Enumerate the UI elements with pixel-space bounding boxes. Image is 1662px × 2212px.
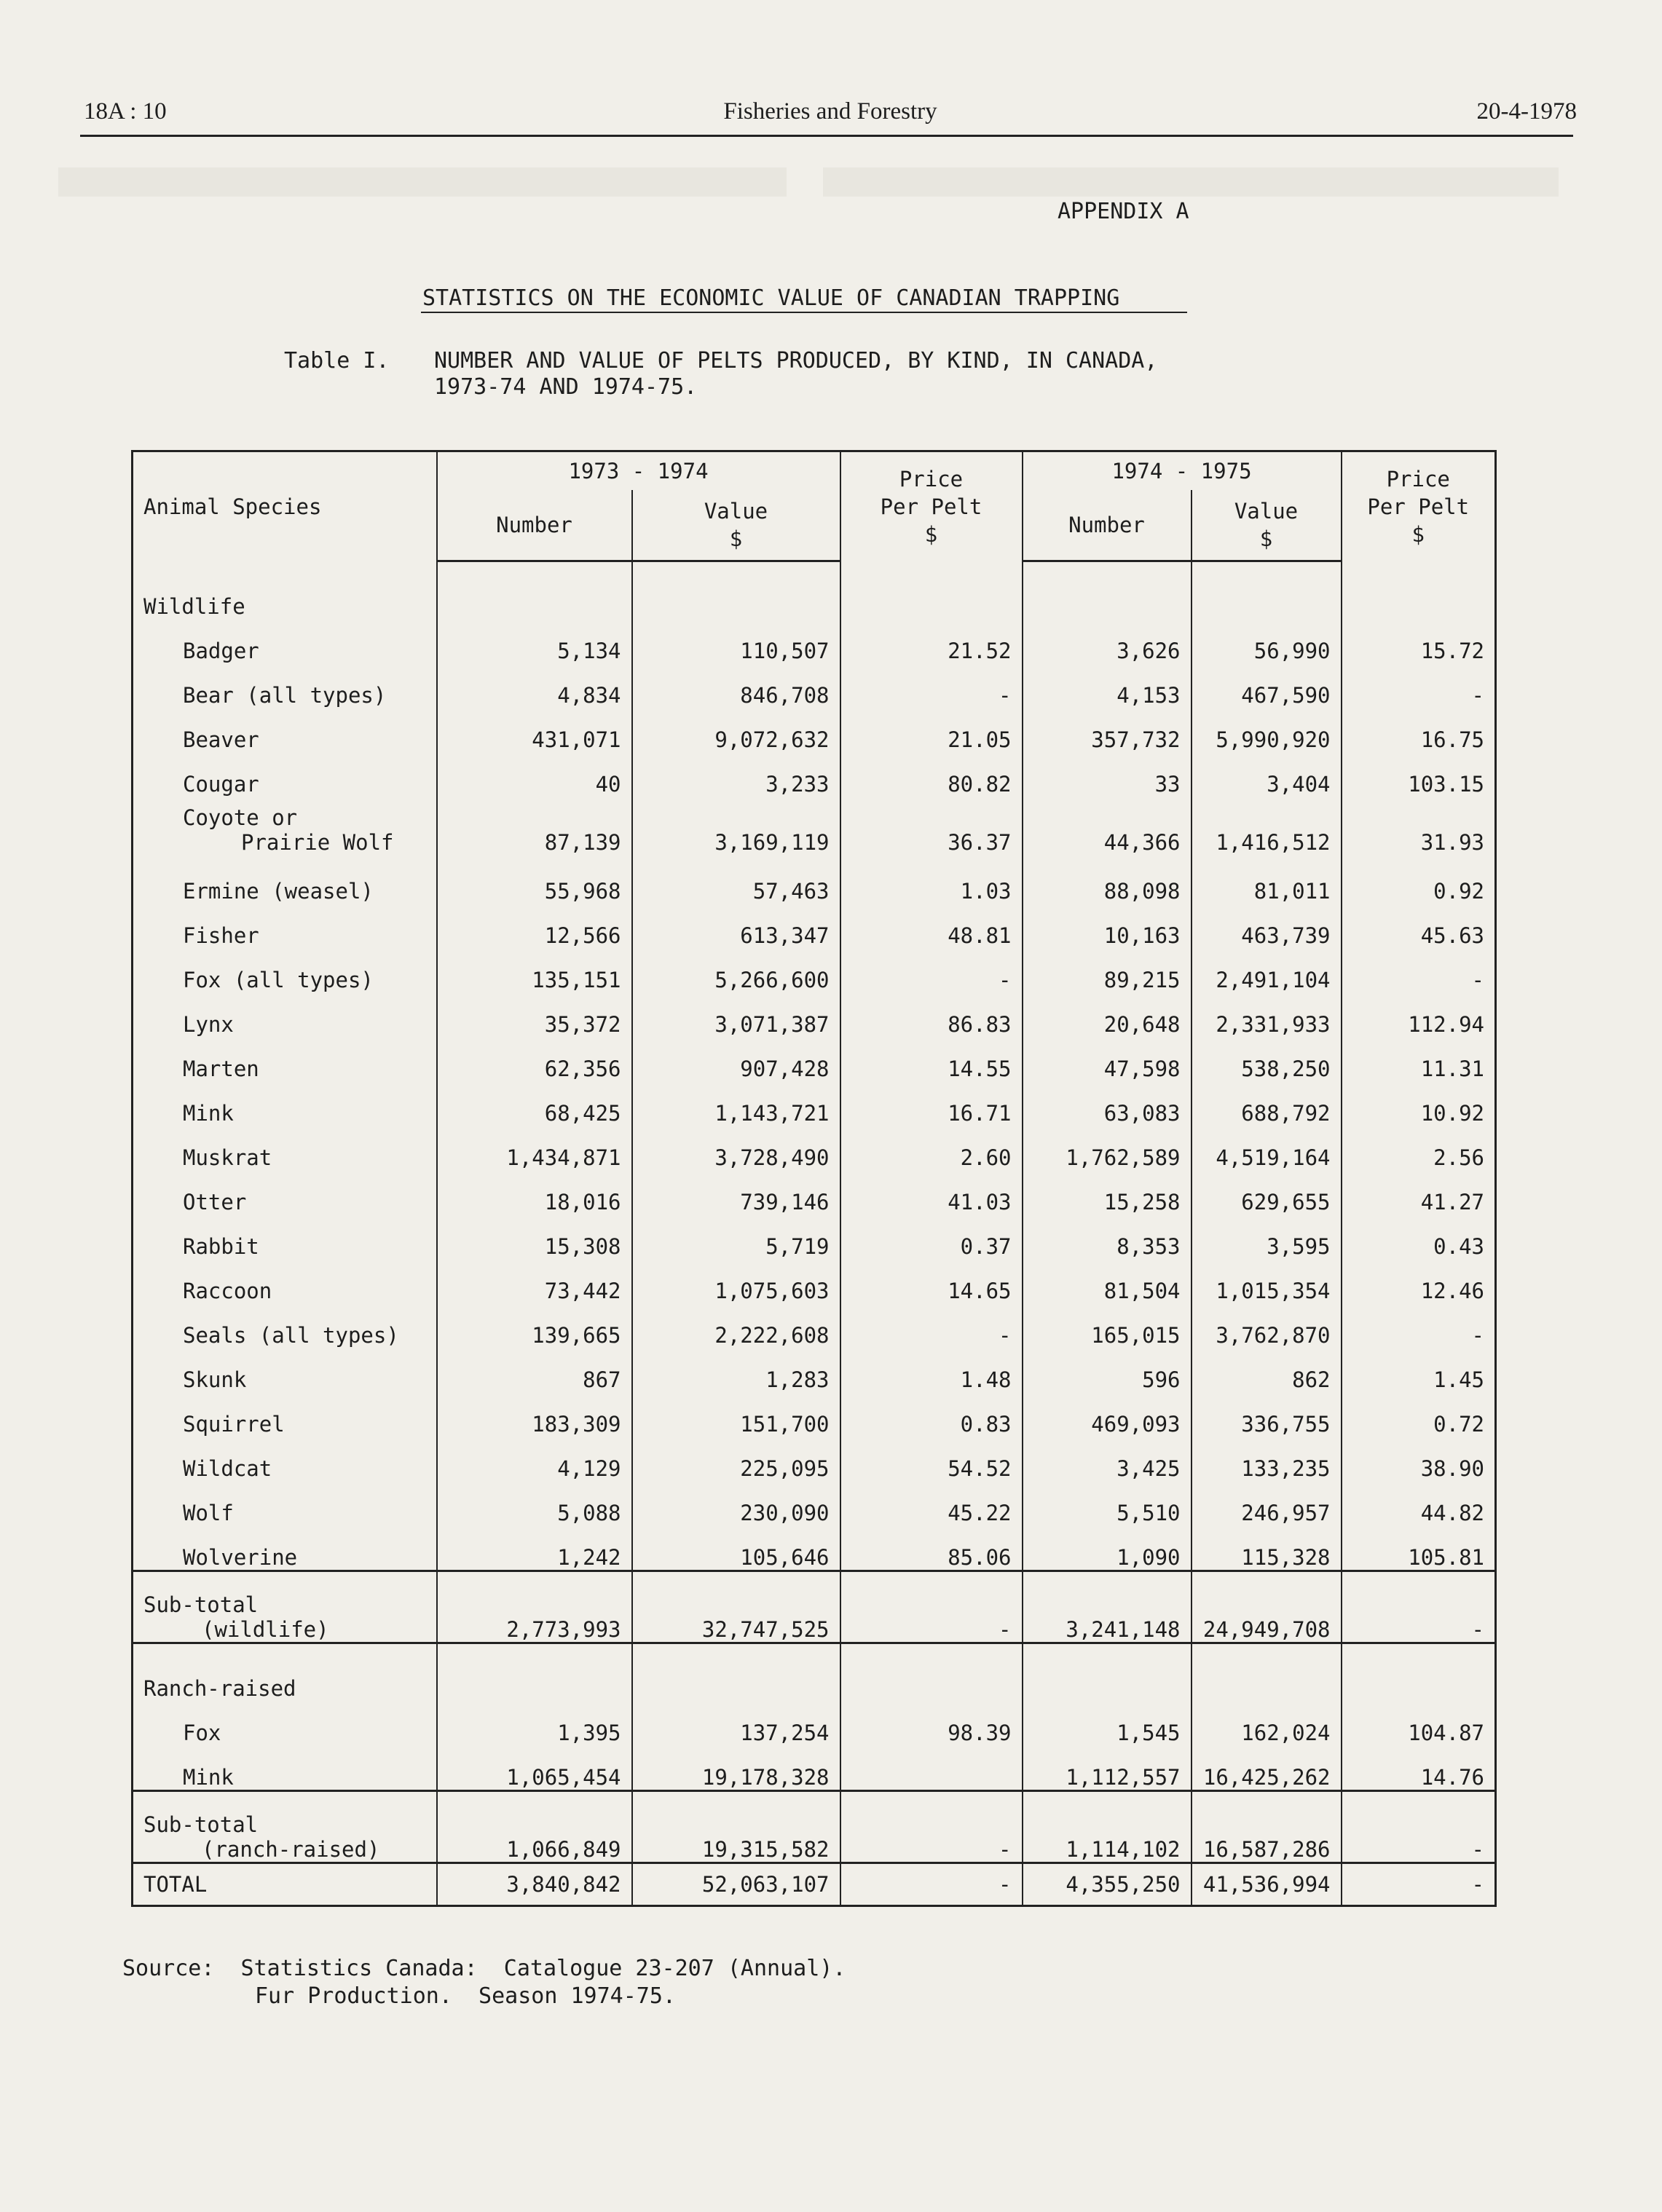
value-cell-v2: 3,595 — [1192, 1214, 1342, 1259]
table-row — [133, 1259, 1496, 1303]
value-cell-n2: 81,504 — [1023, 1259, 1192, 1303]
value-cell-n2: 4,355,250 — [1023, 1863, 1192, 1906]
value-cell-v2: 16,587,286 — [1192, 1791, 1342, 1863]
value-cell-v2: 115,328 — [1192, 1525, 1342, 1571]
table-row — [133, 1348, 1496, 1392]
species-cell: Mink — [133, 1745, 437, 1791]
value-cell-v1: 3,169,119 — [632, 797, 840, 859]
value-cell-p2: - — [1342, 1791, 1496, 1863]
value-cell-p1: 2.60 — [840, 1126, 1023, 1170]
value-cell-v1: 137,254 — [632, 1701, 840, 1745]
value-cell-v1: 110,507 — [632, 619, 840, 663]
table-row — [133, 1037, 1496, 1081]
value-cell-v2: 463,739 — [1192, 904, 1342, 948]
value-cell-p1: 85.06 — [840, 1525, 1023, 1571]
value-cell-v1: 3,071,387 — [632, 992, 840, 1037]
value-cell-v1: 5,719 — [632, 1214, 840, 1259]
value-cell-n2: 165,015 — [1023, 1303, 1192, 1348]
value-cell-n2: 1,112,557 — [1023, 1745, 1192, 1791]
value-cell-v2: 5,990,920 — [1192, 708, 1342, 752]
value-cell-p1: - — [840, 1791, 1023, 1863]
value-cell-n2: 469,093 — [1023, 1392, 1192, 1437]
value-cell-p1: 14.65 — [840, 1259, 1023, 1303]
value-cell-n1: 4,129 — [437, 1437, 632, 1481]
value-cell-n1: 18,016 — [437, 1170, 632, 1214]
value-cell-p2: 44.82 — [1342, 1481, 1496, 1525]
value-cell-p1: - — [840, 1571, 1023, 1643]
publication-title: Fisheries and Forestry — [723, 98, 937, 125]
value-cell-n2: 4,153 — [1023, 663, 1192, 708]
value-cell-p1: 80.82 — [840, 752, 1023, 797]
species-cell: Sub-total (ranch-raised) — [133, 1791, 437, 1863]
value-cell-v1: 2,222,608 — [632, 1303, 840, 1348]
table-row — [133, 1126, 1496, 1170]
value-cell-n1: 135,151 — [437, 948, 632, 992]
table-row — [133, 948, 1496, 992]
value-cell-p1: 86.83 — [840, 992, 1023, 1037]
value-cell-v2: 1,416,512 — [1192, 797, 1342, 859]
value-cell-p2: 45.63 — [1342, 904, 1496, 948]
value-cell-v2: 2,331,933 — [1192, 992, 1342, 1037]
value-cell-v2: 1,015,354 — [1192, 1259, 1342, 1303]
value-cell-v2: 16,425,262 — [1192, 1745, 1342, 1791]
value-cell-v1: 151,700 — [632, 1392, 840, 1437]
value-cell-v1: 32,747,525 — [632, 1571, 840, 1643]
section-label: Wildlife — [133, 561, 437, 620]
value-cell-p2: 15.72 — [1342, 619, 1496, 663]
table-row — [133, 904, 1496, 948]
value-cell-p2: 12.46 — [1342, 1259, 1496, 1303]
species-cell: Coyote or Prairie Wolf — [133, 797, 437, 859]
value-cell-v2: 3,762,870 — [1192, 1303, 1342, 1348]
species-cell: Squirrel — [133, 1392, 437, 1437]
value-cell-p1: 45.22 — [840, 1481, 1023, 1525]
value-cell-p1: - — [840, 1303, 1023, 1348]
value-cell-v1: 57,463 — [632, 859, 840, 904]
value-cell-p1: - — [840, 948, 1023, 992]
value-cell-n1: 87,139 — [437, 797, 632, 859]
running-header — [84, 98, 1577, 135]
appendix-label: APPENDIX A — [1058, 199, 1189, 224]
value-cell-v2: 538,250 — [1192, 1037, 1342, 1081]
value-cell-n1: 1,395 — [437, 1701, 632, 1745]
species-cell: Badger — [133, 619, 437, 663]
value-header-2: Value $ — [1192, 490, 1342, 561]
value-cell-n2: 5,510 — [1023, 1481, 1192, 1525]
value-cell-p2: - — [1342, 663, 1496, 708]
value-cell-p2: 0.92 — [1342, 859, 1496, 904]
value-cell-n2: 1,762,589 — [1023, 1126, 1192, 1170]
table-title-line2: 1973-74 AND 1974-75. — [434, 374, 698, 400]
value-cell-n1: 5,134 — [437, 619, 632, 663]
value-cell-p2: - — [1342, 1571, 1496, 1643]
value-cell-p2: 16.75 — [1342, 708, 1496, 752]
value-cell-n2: 3,241,148 — [1023, 1571, 1192, 1643]
table-body — [133, 561, 1496, 1906]
value-cell-n1: 12,566 — [437, 904, 632, 948]
value-cell-n2: 357,732 — [1023, 708, 1192, 752]
value-cell-p2: 0.72 — [1342, 1392, 1496, 1437]
value-cell-v1: 19,315,582 — [632, 1791, 840, 1863]
value-cell-v1: 613,347 — [632, 904, 840, 948]
value-cell-p2: 11.31 — [1342, 1037, 1496, 1081]
value-cell-p1: 41.03 — [840, 1170, 1023, 1214]
section-row-ranch — [133, 1643, 1496, 1702]
table-row — [133, 708, 1496, 752]
value-cell-n1: 1,434,871 — [437, 1126, 632, 1170]
value-cell-v2: 688,792 — [1192, 1081, 1342, 1126]
table-row — [133, 1745, 1496, 1791]
species-cell: Otter — [133, 1170, 437, 1214]
value-cell-v2: 3,404 — [1192, 752, 1342, 797]
value-cell-n2: 3,425 — [1023, 1437, 1192, 1481]
value-cell-v1: 846,708 — [632, 663, 840, 708]
table-row — [133, 1170, 1496, 1214]
subtotal-row-ranch — [133, 1791, 1496, 1863]
value-cell-n1: 62,356 — [437, 1037, 632, 1081]
value-cell-p2: 41.27 — [1342, 1170, 1496, 1214]
species-cell: Skunk — [133, 1348, 437, 1392]
value-cell-n2: 33 — [1023, 752, 1192, 797]
value-cell-p2: 112.94 — [1342, 992, 1496, 1037]
value-cell-p2: 10.92 — [1342, 1081, 1496, 1126]
value-cell-v1: 5,266,600 — [632, 948, 840, 992]
value-cell-n2: 3,626 — [1023, 619, 1192, 663]
value-cell-v2: 133,235 — [1192, 1437, 1342, 1481]
value-cell-n2: 88,098 — [1023, 859, 1192, 904]
table-row — [133, 663, 1496, 708]
value-cell-v2: 862 — [1192, 1348, 1342, 1392]
value-cell-p1: - — [840, 1863, 1023, 1906]
header-rule — [80, 135, 1573, 137]
species-cell: Wildcat — [133, 1437, 437, 1481]
species-cell: Muskrat — [133, 1126, 437, 1170]
value-cell-v1: 739,146 — [632, 1170, 840, 1214]
value-cell-v1: 105,646 — [632, 1525, 840, 1571]
value-cell-n1: 139,665 — [437, 1303, 632, 1348]
value-cell-p2: 104.87 — [1342, 1701, 1496, 1745]
value-cell-v2: 81,011 — [1192, 859, 1342, 904]
value-cell-n1: 183,309 — [437, 1392, 632, 1437]
value-cell-n2: 44,366 — [1023, 797, 1192, 859]
value-cell-n1: 2,773,993 — [437, 1571, 632, 1643]
value-cell-v2: 467,590 — [1192, 663, 1342, 708]
value-cell-v1: 225,095 — [632, 1437, 840, 1481]
species-header: Animal Species — [133, 451, 437, 561]
species-cell: Fox — [133, 1701, 437, 1745]
value-cell-v2: 629,655 — [1192, 1170, 1342, 1214]
value-cell-v2: 162,024 — [1192, 1701, 1342, 1745]
value-cell-v2: 41,536,994 — [1192, 1863, 1342, 1906]
page-reference: 18A : 10 — [84, 98, 167, 125]
value-cell-n2: 15,258 — [1023, 1170, 1192, 1214]
value-cell-p2: 38.90 — [1342, 1437, 1496, 1481]
species-cell: Lynx — [133, 992, 437, 1037]
value-cell-v1: 1,143,721 — [632, 1081, 840, 1126]
species-cell: Cougar — [133, 752, 437, 797]
period1-header: 1973 - 1974 — [437, 451, 840, 491]
value-cell-p1 — [840, 1745, 1023, 1791]
species-cell: Fox (all types) — [133, 948, 437, 992]
value-cell-n1: 3,840,842 — [437, 1863, 632, 1906]
value-cell-v1: 907,428 — [632, 1037, 840, 1081]
species-cell: Mink — [133, 1081, 437, 1126]
table-row — [133, 1392, 1496, 1437]
species-cell: Sub-total (wildlife) — [133, 1571, 437, 1643]
table-row — [133, 1701, 1496, 1745]
value-cell-p2: 2.56 — [1342, 1126, 1496, 1170]
section-label: Ranch-raised — [133, 1643, 437, 1702]
value-cell-p1: 21.05 — [840, 708, 1023, 752]
total-row — [133, 1863, 1496, 1906]
value-cell-p1: 54.52 — [840, 1437, 1023, 1481]
table-row — [133, 1437, 1496, 1481]
value-cell-p1: 0.83 — [840, 1392, 1023, 1437]
value-cell-p1: 1.03 — [840, 859, 1023, 904]
value-cell-p2: 31.93 — [1342, 797, 1496, 859]
value-header-1: Value $ — [632, 490, 840, 561]
value-cell-p1: 98.39 — [840, 1701, 1023, 1745]
value-cell-p1: 16.71 — [840, 1081, 1023, 1126]
value-cell-n2: 89,215 — [1023, 948, 1192, 992]
number-header-2: Number — [1023, 490, 1192, 561]
source-note-line2: Fur Production. Season 1974-75. — [255, 1983, 676, 2009]
value-cell-p2: - — [1342, 1863, 1496, 1906]
table-row — [133, 752, 1496, 797]
bleed-through-mark — [823, 167, 1559, 197]
number-header-1: Number — [437, 490, 632, 561]
section-row-wildlife — [133, 561, 1496, 620]
species-cell: Beaver — [133, 708, 437, 752]
value-cell-v1: 1,283 — [632, 1348, 840, 1392]
table-label: Table I. — [284, 348, 390, 374]
value-cell-n2: 596 — [1023, 1348, 1192, 1392]
value-cell-v2: 4,519,164 — [1192, 1126, 1342, 1170]
species-cell: Fisher — [133, 904, 437, 948]
value-cell-v1: 230,090 — [632, 1481, 840, 1525]
value-cell-n1: 867 — [437, 1348, 632, 1392]
value-cell-n1: 40 — [437, 752, 632, 797]
table-row — [133, 1525, 1496, 1571]
value-cell-p2: - — [1342, 1303, 1496, 1348]
value-cell-n2: 1,090 — [1023, 1525, 1192, 1571]
value-cell-n1: 73,442 — [437, 1259, 632, 1303]
value-cell-n2: 63,083 — [1023, 1081, 1192, 1126]
table-row — [133, 859, 1496, 904]
period2-header: 1974 - 1975 — [1023, 451, 1342, 491]
table-row — [133, 1481, 1496, 1525]
value-cell-n2: 47,598 — [1023, 1037, 1192, 1081]
value-cell-p2: 1.45 — [1342, 1348, 1496, 1392]
species-cell: Marten — [133, 1037, 437, 1081]
table-row — [133, 992, 1496, 1037]
value-cell-v1: 3,233 — [632, 752, 840, 797]
species-cell: Raccoon — [133, 1259, 437, 1303]
value-cell-n1: 15,308 — [437, 1214, 632, 1259]
value-cell-v1: 19,178,328 — [632, 1745, 840, 1791]
value-cell-p2: - — [1342, 948, 1496, 992]
value-cell-p2: 105.81 — [1342, 1525, 1496, 1571]
value-cell-v1: 52,063,107 — [632, 1863, 840, 1906]
value-cell-v1: 3,728,490 — [632, 1126, 840, 1170]
header-date: 20-4-1978 — [1476, 98, 1577, 125]
value-cell-p2: 103.15 — [1342, 752, 1496, 797]
value-cell-p1: 36.37 — [840, 797, 1023, 859]
value-cell-v1: 9,072,632 — [632, 708, 840, 752]
value-cell-p1: 48.81 — [840, 904, 1023, 948]
subtotal-row-wildlife — [133, 1571, 1496, 1643]
value-cell-v2: 246,957 — [1192, 1481, 1342, 1525]
price-header-1: Price Per Pelt $ — [840, 451, 1023, 561]
table-row — [133, 1081, 1496, 1126]
bleed-through-mark — [58, 167, 787, 197]
table-title-line1: NUMBER AND VALUE OF PELTS PRODUCED, BY KIND, IN CANADA, — [434, 348, 1158, 374]
value-cell-n1: 4,834 — [437, 663, 632, 708]
value-cell-n1: 1,065,454 — [437, 1745, 632, 1791]
value-cell-p1: 0.37 — [840, 1214, 1023, 1259]
value-cell-v1: 1,075,603 — [632, 1259, 840, 1303]
value-cell-n2: 8,353 — [1023, 1214, 1192, 1259]
value-cell-n2: 10,163 — [1023, 904, 1192, 948]
value-cell-n1: 35,372 — [437, 992, 632, 1037]
value-cell-n1: 1,242 — [437, 1525, 632, 1571]
value-cell-n2: 20,648 — [1023, 992, 1192, 1037]
header-row-periods — [133, 451, 1496, 491]
value-cell-v2: 56,990 — [1192, 619, 1342, 663]
value-cell-v2: 2,491,104 — [1192, 948, 1342, 992]
value-cell-p2: 14.76 — [1342, 1745, 1496, 1791]
value-cell-p1: - — [840, 663, 1023, 708]
species-cell: Seals (all types) — [133, 1303, 437, 1348]
value-cell-p2: 0.43 — [1342, 1214, 1496, 1259]
value-cell-n1: 5,088 — [437, 1481, 632, 1525]
value-cell-n1: 1,066,849 — [437, 1791, 632, 1863]
species-cell: Rabbit — [133, 1214, 437, 1259]
value-cell-n1: 55,968 — [437, 859, 632, 904]
value-cell-p1: 14.55 — [840, 1037, 1023, 1081]
value-cell-n2: 1,545 — [1023, 1701, 1192, 1745]
table-row — [133, 1214, 1496, 1259]
species-cell: TOTAL — [133, 1863, 437, 1906]
price-header-2: Price Per Pelt $ — [1342, 451, 1496, 561]
species-cell: Bear (all types) — [133, 663, 437, 708]
main-title: STATISTICS ON THE ECONOMIC VALUE OF CANADIAN TRAPPING — [422, 285, 1120, 311]
value-cell-p1: 21.52 — [840, 619, 1023, 663]
table-row — [133, 797, 1496, 859]
value-cell-p1: 1.48 — [840, 1348, 1023, 1392]
species-cell: Wolverine — [133, 1525, 437, 1571]
value-cell-n1: 431,071 — [437, 708, 632, 752]
table-row — [133, 1303, 1496, 1348]
species-cell: Ermine (weasel) — [133, 859, 437, 904]
species-cell: Wolf — [133, 1481, 437, 1525]
value-cell-n1: 68,425 — [437, 1081, 632, 1126]
value-cell-v2: 24,949,708 — [1192, 1571, 1342, 1643]
pelt-statistics-table — [131, 450, 1497, 1907]
source-note-line1: Source: Statistics Canada: Catalogue 23-207 (Annual). — [122, 1956, 846, 1981]
value-cell-v2: 336,755 — [1192, 1392, 1342, 1437]
table-row — [133, 619, 1496, 663]
value-cell-n2: 1,114,102 — [1023, 1791, 1192, 1863]
title-underline — [421, 312, 1187, 313]
